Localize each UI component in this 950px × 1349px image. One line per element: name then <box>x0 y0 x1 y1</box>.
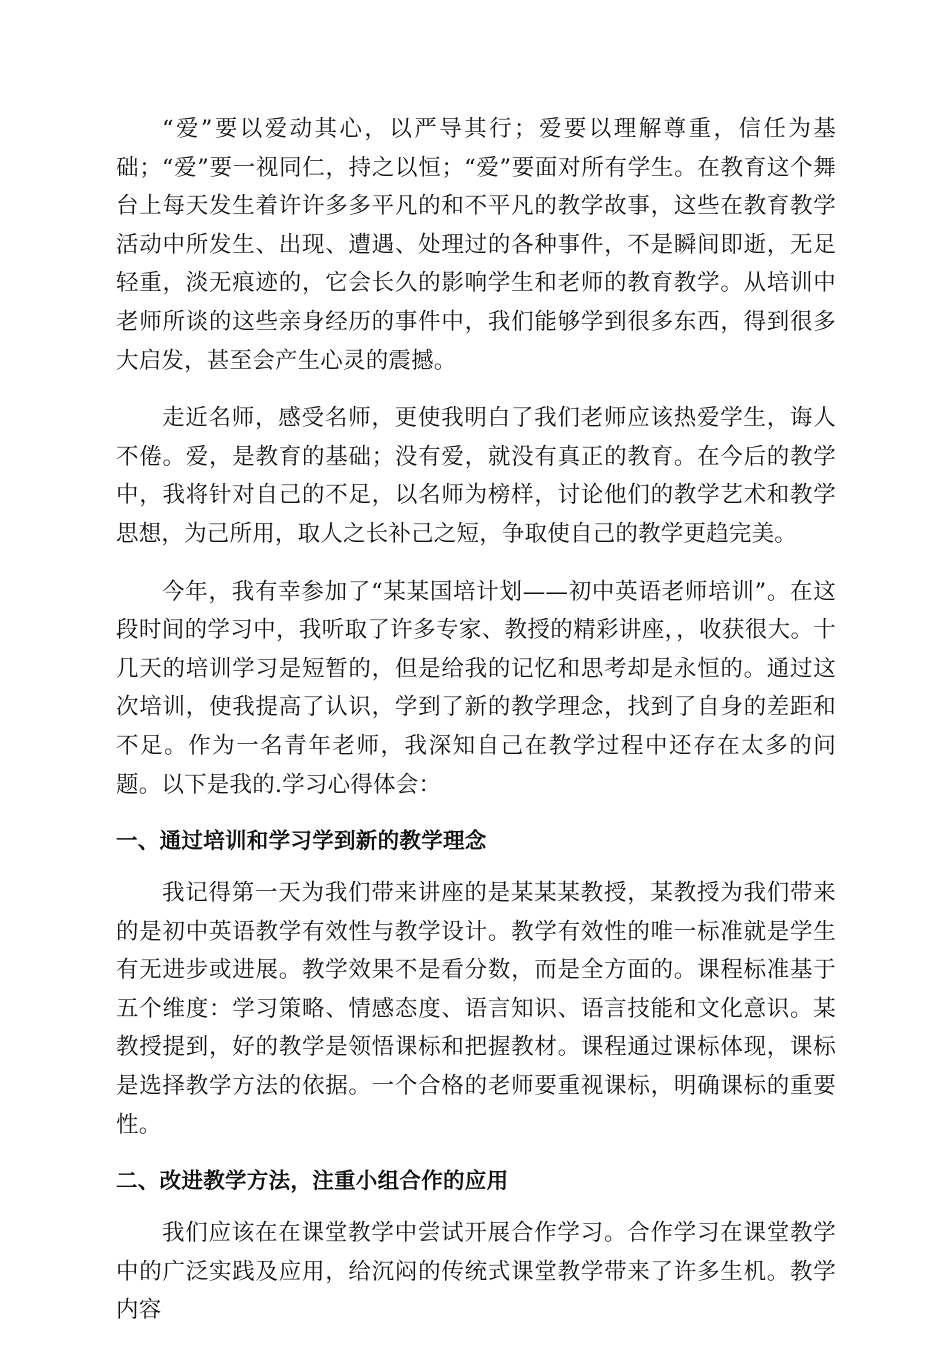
section-2-paragraph: 我们应该在在课堂教学中尝试开展合作学习。合作学习在课堂教学中的广泛实践及应用，给沉闷的传统式课堂教学带来了许多生机。教学内容 <box>116 1220 836 1324</box>
section-1-paragraph: 我记得第一天为我们带来讲座的是某某某教授，某教授为我们带来的是初中英语教学有效性与教学设计。教学有效性的唯一标准就是学生有无进步或进展。教学效果不是看分数，而是全方面的。课程标准基于五个维度：学习策略、情感态度、语言知识、语言技能和文化意识。某教授提到，好的教学是领悟课标和把握教材。课程通过课标体现，课标是选择教学方法的依据。一个合格的老师要重视课标，明确课标的重要性。 <box>116 880 836 1138</box>
section-heading-2: 二、改进教学方法，注重小组合作的应用 <box>116 1169 509 1195</box>
paragraph-training-intro: 今年，我有幸参加了“某某国培计划——初中英语老师培训”。在这段时间的学习中，我听取了许多专家、教授的精彩讲座，，收获很大。十几天的培训学习是短暂的，但是给我的记忆和思考却是永恒的。通过这次培训，使我提高了认识，学到了新的教学理念，找到了自身的差距和不足。作为一名青年老师，我深知自己在教学过程中还存在太多的问题。以下是我的.学习心得体会： <box>116 578 836 798</box>
section-heading-1: 一、通过培训和学习学到新的教学理念 <box>116 829 487 855</box>
paragraph-famous-teachers: 走近名师，感受名师，更使我明白了我们老师应该热爱学生，诲人不倦。爱，是教育的基础；没有爱，就没有真正的教育。在今后的教学中，我将针对自己的不足，以名师为榜样，讨论他们的教学艺术和教学思想，为己所用，取人之长补己之短，争取使自己的教学更趋完美。 <box>116 405 836 547</box>
paragraph-love-education: “爱”要以爱动其心，以严导其行；爱要以理解尊重，信任为基础；“爱”要一视同仁，持之以恒；“爱”要面对所有学生。在教育这个舞台上每天发生着许许多多平凡的和不平凡的教学故事，这些在教育教学活动中所发生、出现、遭遇、处理过的各种事件，不是瞬间即逝，无足轻重，淡无痕迹的，它会长久的影响学生和老师的教育教学。从培训中老师所谈的这些亲身经历的事件中，我们能够学到很多东西，得到很多大启发，甚至会产生心灵的震撼。 <box>116 116 836 374</box>
document-body <box>116 110 836 1349</box>
